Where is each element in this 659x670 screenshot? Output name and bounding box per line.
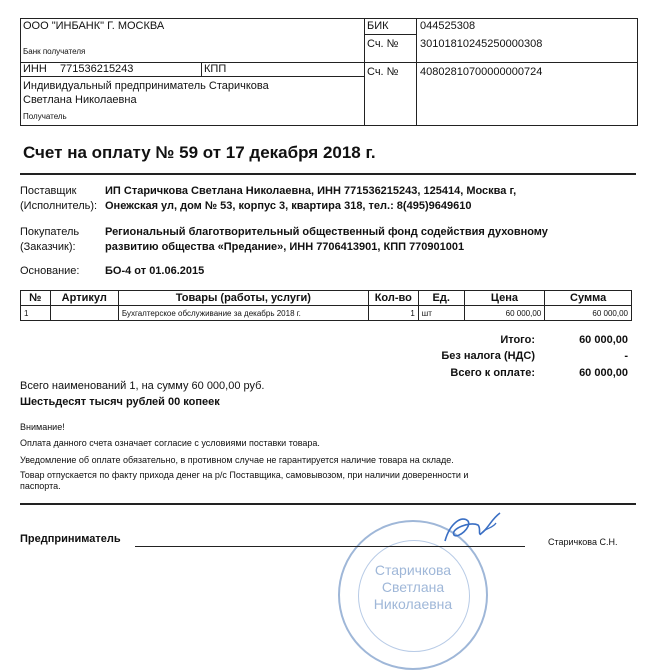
summary-line: Всего наименований 1, на сумму 60 000,00 руб. — [20, 380, 265, 392]
pay-total-value: 60 000,00 — [579, 367, 628, 379]
col-unit-header: Ед. — [418, 291, 464, 306]
account-label: Сч. № — [367, 66, 399, 78]
basis-label: Основание: — [20, 265, 80, 277]
supplier-label-sub: (Исполнитель): — [20, 200, 98, 212]
inn-label: ИНН — [23, 63, 47, 75]
vat-label: Без налога (НДС) — [441, 350, 535, 362]
row-unit: шт — [418, 306, 464, 321]
account-value: 40802810700000000724 — [420, 66, 543, 78]
corr-account-label: Сч. № — [367, 38, 399, 50]
stamp-text-line3: Николаевна — [373, 596, 453, 612]
handwritten-signature — [440, 505, 510, 550]
col-qty-header: Кол-во — [368, 291, 418, 306]
pay-total-label: Всего к оплате: — [450, 367, 535, 379]
row-article — [50, 306, 118, 321]
notice-line3: Товар отпускается по факту прихода денег на р/с Поставщика, самовывозом, при наличии доверенности и — [20, 470, 469, 480]
buyer-label-sub: (Заказчик): — [20, 241, 76, 253]
kpp-label: КПП — [204, 63, 227, 75]
col-sum-header: Сумма — [545, 291, 632, 306]
title-divider — [20, 173, 636, 175]
row-goods-name: Бухгалтерское обслуживание за декабрь 2018 г. — [118, 306, 368, 321]
basis-value: БО-4 от 01.06.2015 — [105, 265, 205, 277]
bank-name: ООО "ИНБАНК" Г. МОСКВА — [23, 20, 165, 32]
total-label: Итого: — [500, 334, 535, 346]
recipient-name-line1: Индивидуальный предприниматель Старичкова — [23, 80, 269, 92]
notice-line2: Уведомление об оплате обязательно, в противном случае не гарантируется наличие товара на складе. — [20, 455, 454, 465]
col-article-header: Артикул — [50, 291, 118, 306]
table-header-row — [21, 291, 632, 306]
bik-label: БИК — [367, 20, 389, 32]
table-row — [21, 306, 632, 321]
stamp-text-line1: Старичкова — [374, 562, 452, 578]
notice-line1: Оплата данного счета означает согласие с условиями поставки товара. — [20, 438, 320, 448]
row-price: 60 000,00 — [464, 306, 545, 321]
amount-in-words: Шестьдесят тысяч рублей 00 копеек — [20, 396, 220, 408]
notice-divider — [20, 503, 636, 505]
supplier-line1: ИП Старичкова Светлана Николаевна, ИНН 771536215243, 125414, Москва г, — [105, 185, 517, 197]
recipient-label: Получатель — [23, 112, 67, 121]
signer-name: Старичкова С.Н. — [548, 537, 618, 547]
stamp-text-line2: Светлана — [381, 579, 445, 595]
total-value: 60 000,00 — [579, 334, 628, 346]
col-goods-header: Товары (работы, услуги) — [118, 291, 368, 306]
bik-value: 044525308 — [420, 20, 476, 32]
inn-value: 771536215243 — [60, 63, 134, 75]
supplier-label: Поставщик — [20, 185, 77, 197]
recipient-name-line2: Светлана Николаевна — [23, 94, 137, 106]
buyer-line1: Региональный благотворительный общественный фонд содействия духовному — [105, 226, 548, 238]
col-price-header: Цена — [464, 291, 545, 306]
row-sum: 60 000,00 — [545, 306, 632, 321]
vat-value: - — [624, 350, 628, 362]
buyer-label: Покупатель — [20, 226, 80, 238]
notice-title: Внимание! — [20, 422, 65, 432]
signature-role: Предприниматель — [20, 533, 121, 545]
invoice-title: Счет на оплату № 59 от 17 декабря 2018 г. — [23, 143, 376, 162]
buyer-line2: развитию общества «Предание», ИНН 7706413901, КПП 770901001 — [105, 241, 465, 253]
col-num-header: № — [21, 291, 51, 306]
notice-line4: паспорта. — [20, 481, 61, 491]
goods-table — [20, 290, 632, 321]
row-qty: 1 — [368, 306, 418, 321]
row-num: 1 — [21, 306, 51, 321]
recipient-bank-label: Банк получателя — [23, 47, 86, 56]
corr-account-value: 30101810245250000308 — [420, 38, 543, 50]
supplier-line2: Онежская ул, дом № 53, корпус 3, квартира 318, тел.: 8(495)9649610 — [105, 200, 472, 212]
